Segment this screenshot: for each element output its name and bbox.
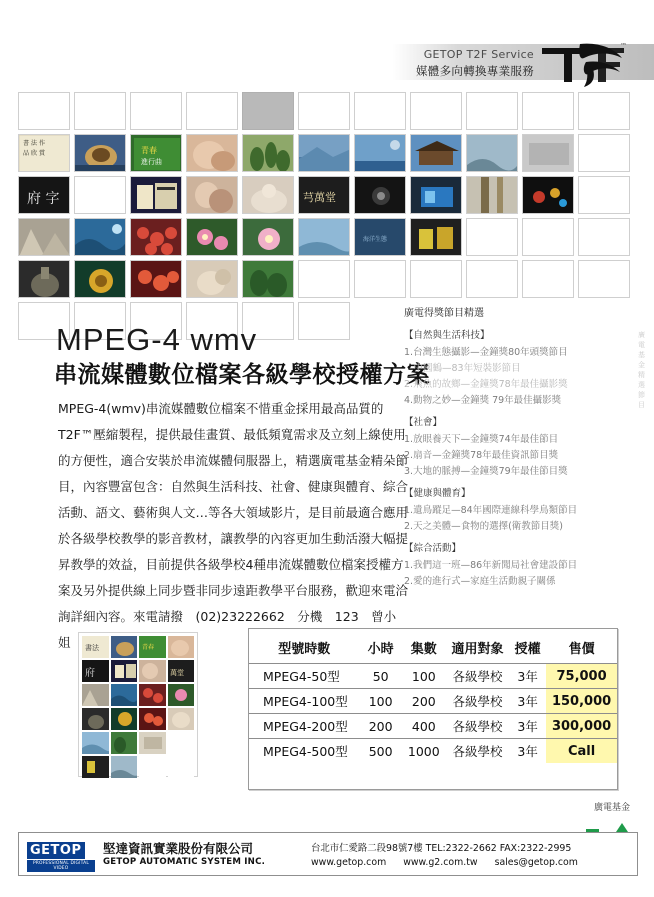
- thumb-cell: [522, 260, 574, 298]
- awards-group-title: 【自然與生活科技】: [404, 330, 490, 341]
- thumb-cell: [18, 176, 70, 214]
- right-edge-strip-text: 廣 電 基 金 精 選 節 目: [638, 331, 645, 409]
- thumb-cell: [74, 176, 126, 214]
- thumb-cell: [242, 176, 294, 214]
- awards-item: 2.天之美體—食物的選擇(衛教節目獎): [404, 521, 563, 532]
- mosaic-cell: [111, 708, 138, 730]
- cell-hours: 200: [360, 714, 402, 739]
- svg-text:萬堂: 萬堂: [169, 669, 184, 677]
- column-header: 售價: [568, 641, 595, 657]
- thumb-cell: [186, 260, 238, 298]
- awards-group-title: 【綜合活動】: [404, 543, 462, 554]
- thumb-cell: [186, 134, 238, 172]
- cell-license: 3年: [509, 689, 546, 714]
- thumb-cell: [242, 260, 294, 298]
- mosaic-cell: [168, 636, 195, 658]
- company-links: [311, 857, 592, 868]
- body-paragraph: MPEG-4(wmv)串流媒體數位檔案不惜重金採用最高品質的T2F™壓縮製程，提供最佳畫質、最低頻寬需求及立刻上線使用的方便性，適合安裝於串流媒體伺服器上，精選廣電基金精朵節目，內容豐富包含：自然與生活科技、社會、健康與體育、綜合活動、語文、藝術與人文…等各大領域影片，是目前最適合應用於各級學校教學的影音教材，讓教學的內容更加生動活潑大幅提昇教學的效益，目前提供各級學校4種串流媒體數位檔案授權方案及另外提供線上同步暨非同步遠距教學平台服務，歡迎來電洽詢詳細內容。來電請撥 (02)23222662 分機 123 曾小姐: [58, 401, 409, 650]
- awards-item: 中國鶴—83年短裝影節目: [404, 363, 521, 374]
- thumb-row: [18, 134, 634, 176]
- thumb-cell: [354, 176, 406, 214]
- cell-hours: 50: [360, 664, 402, 689]
- cell-episodes: 400: [402, 714, 446, 739]
- thumb-cell: [354, 218, 406, 256]
- awards-item: 3.大地的脈搏—金鐘獎79年最佳節目獎: [404, 466, 568, 477]
- thumb-cell: [18, 218, 70, 256]
- column-header: 適用對象: [451, 641, 504, 657]
- thumbnail-mosaic: [78, 632, 198, 777]
- mosaic-cell: [82, 756, 109, 778]
- mosaic-cell: [139, 708, 166, 730]
- pricing-table-grid: [249, 629, 617, 763]
- thumb-cell: [522, 92, 574, 130]
- website-link-2[interactable]: www.g2.com.tw: [403, 857, 478, 868]
- awards-item: 2.扇音—金鐘獎78年最佳資訊節目獎: [404, 450, 559, 461]
- svg-text:府: 府: [85, 668, 95, 679]
- cell-license: 3年: [509, 714, 546, 739]
- cell-hours: 500: [360, 739, 402, 764]
- mosaic-row: [81, 731, 195, 755]
- awards-item: 1.我們這一班—86年新聞局社會建設節目: [404, 560, 578, 571]
- mosaic-cell: [111, 756, 138, 778]
- thumb-cell: [298, 218, 350, 256]
- thumb-row: [18, 218, 634, 260]
- thumb-cell: [18, 92, 70, 130]
- table-row: [249, 739, 617, 764]
- table-header-row: [249, 629, 617, 664]
- cell-episodes: 200: [402, 689, 446, 714]
- cell-model: MPEG4-50型: [249, 664, 360, 689]
- svg-text:進行曲: 進行曲: [141, 158, 162, 166]
- thumb-cell: [298, 92, 350, 130]
- thumb-cell: [410, 176, 462, 214]
- mosaic-cell: [82, 660, 109, 682]
- column-header: 型號時數: [278, 641, 331, 657]
- cell-episodes: 100: [402, 664, 446, 689]
- mosaic-row: [81, 683, 195, 707]
- mosaic-cell: [82, 732, 109, 754]
- thumb-cell: [578, 176, 630, 214]
- thumb-cell: [242, 218, 294, 256]
- getop-brand: GETOP: [27, 842, 85, 859]
- thumb-cell: [578, 218, 630, 256]
- thumb-cell: [186, 218, 238, 256]
- cell-target: 各級學校: [446, 664, 509, 689]
- thumb-cell: [130, 218, 182, 256]
- thumb-cell: [466, 92, 518, 130]
- thumb-cell: [298, 302, 350, 340]
- thumb-cell: [410, 134, 462, 172]
- mosaic-row: [81, 659, 195, 683]
- thumb-cell: [578, 260, 630, 298]
- mosaic-cell: [111, 636, 138, 658]
- mosaic-cell: [82, 636, 109, 658]
- cell-model: MPEG4-500型: [249, 739, 360, 764]
- awards-item: 2.愛的進行式—家庭生活動親子關係: [404, 576, 556, 587]
- thumb-cell: [74, 260, 126, 298]
- cell-model: MPEG4-100型: [249, 689, 360, 714]
- svg-text:府 字: 府 字: [27, 191, 60, 207]
- header-service-en: GETOP T2F Service: [423, 48, 534, 61]
- thumb-cell: [74, 134, 126, 172]
- cell-price: 300,000: [546, 714, 617, 739]
- thumb-cell: [298, 260, 350, 298]
- thumb-cell: [186, 176, 238, 214]
- cell-price: Call: [546, 739, 617, 764]
- svg-text:青春: 青春: [142, 644, 155, 651]
- svg-text:青春: 青春: [141, 146, 157, 155]
- mosaic-cell: [139, 636, 166, 658]
- thumb-row: [18, 260, 634, 302]
- footer-bar: [18, 832, 638, 876]
- mosaic-cell: [139, 660, 166, 682]
- mosaic-row: [81, 707, 195, 731]
- thumb-cell: [18, 260, 70, 298]
- column-header: 授權: [514, 641, 541, 657]
- mosaic-cell: [111, 732, 138, 754]
- awards-item: 1.台灣生態攝影—金鐘獎80年頭獎節目: [404, 347, 568, 358]
- page-title: MPEG-4 wmv: [56, 322, 258, 357]
- svg-text:海洋生態: 海洋生態: [363, 236, 388, 243]
- gtv-label: 廣電基金: [593, 803, 630, 813]
- cell-price: 75,000: [546, 664, 617, 689]
- thumb-cell: [354, 92, 406, 130]
- cell-license: 3年: [509, 739, 546, 764]
- cell-target: 各級學校: [446, 739, 509, 764]
- awards-item: 1.放眼養天下—金鐘獎74年最佳節目: [404, 434, 559, 445]
- cell-hours: 100: [360, 689, 402, 714]
- svg-text:芎萬堂: 芎萬堂: [303, 191, 336, 204]
- mosaic-cell: [111, 660, 138, 682]
- thumb-cell: [242, 134, 294, 172]
- thumb-cell: [298, 176, 350, 214]
- mosaic-cell: [168, 708, 195, 730]
- thumb-cell: [522, 218, 574, 256]
- thumb-cell: [130, 134, 182, 172]
- thumb-cell: [466, 176, 518, 214]
- thumb-cell: [410, 218, 462, 256]
- svg-text:法: 法: [31, 140, 38, 147]
- cell-model: MPEG4-200型: [249, 714, 360, 739]
- awards-list: [404, 306, 634, 590]
- thumb-cell: [578, 92, 630, 130]
- table-row: [249, 689, 617, 714]
- mosaic-cell: [168, 684, 195, 706]
- table-row: [249, 664, 617, 689]
- mosaic-cell: [139, 684, 166, 706]
- thumb-cell: [242, 92, 294, 130]
- awards-item: 4.動物之妙—金鐘獎 79年最佳攝影獎: [404, 395, 562, 406]
- mosaic-cell: [139, 756, 166, 778]
- thumb-cell: [130, 92, 182, 130]
- mosaic-row: [81, 635, 195, 659]
- column-header: 集數: [410, 641, 437, 657]
- column-header: 小時: [367, 641, 394, 657]
- thumb-cell: [18, 134, 70, 172]
- thumb-cell: [74, 92, 126, 130]
- mosaic-cell: [139, 732, 166, 754]
- thumb-cell: [74, 218, 126, 256]
- thumb-cell: [578, 134, 630, 172]
- awards-item: 1.遺鳥蹤足—84年國際連線科學鳥類節目: [404, 505, 578, 516]
- mosaic-cell: [82, 708, 109, 730]
- mosaic-row: [81, 755, 195, 779]
- awards-item: 2.飛魚的故鄉—金鐘獎78年最佳攝影獎: [404, 379, 568, 390]
- svg-text:賞: 賞: [39, 150, 46, 157]
- thumb-cell: [130, 176, 182, 214]
- company-address: 台北市仁愛路二段98號7樓 TEL:2322-2662 FAX:2322-2995: [311, 843, 572, 854]
- company-name-cn: 堅達資訊實業股份有限公司: [103, 841, 254, 856]
- thumb-cell: [522, 134, 574, 172]
- svg-text:書: 書: [23, 140, 30, 147]
- getop-logo: [27, 839, 95, 872]
- email-link[interactable]: sales@getop.com: [494, 857, 578, 868]
- mosaic-cell: [111, 684, 138, 706]
- awards-group-title: 【社會】: [404, 417, 443, 428]
- table-row: [249, 714, 617, 739]
- header-text-block: [416, 48, 534, 78]
- thumb-cell: [522, 176, 574, 214]
- top-white-band: [0, 0, 654, 44]
- thumb-cell: [186, 92, 238, 130]
- trademark-symbol: ™: [620, 42, 627, 50]
- mosaic-cell: [82, 684, 109, 706]
- t2f-logo-icon: [536, 42, 626, 88]
- thumb-cell: [354, 260, 406, 298]
- thumb-row: [18, 92, 634, 134]
- thumb-cell: [354, 134, 406, 172]
- cell-price: 150,000: [546, 689, 617, 714]
- cell-license: 3年: [509, 664, 546, 689]
- cell-episodes: 1000: [402, 739, 446, 764]
- company-name-en: GETOP AUTOMATIC SYSTEM INC.: [103, 857, 266, 867]
- svg-text:品: 品: [23, 150, 30, 157]
- website-link-1[interactable]: www.getop.com: [311, 857, 387, 868]
- cell-target: 各級學校: [446, 714, 509, 739]
- thumb-cell: [130, 260, 182, 298]
- awards-group-title: 【健康與體育】: [404, 488, 471, 499]
- header-service-cn: 媒體多向轉換專業服務: [416, 63, 534, 78]
- svg-text:書法: 書法: [85, 644, 99, 652]
- thumb-cell: [410, 92, 462, 130]
- page-subtitle: 串流媒體數位檔案各級學校授權方案: [54, 362, 430, 388]
- getop-brand-sub: PROFESSIONAL DIGITAL VIDEO: [27, 860, 95, 872]
- pricing-table: [248, 628, 618, 790]
- t2f-logo: [536, 42, 626, 88]
- cell-target: 各級學校: [446, 689, 509, 714]
- awards-heading: 廣電得獎節目精選: [404, 308, 484, 319]
- thumb-cell: [298, 134, 350, 172]
- thumb-cell: [466, 134, 518, 172]
- thumb-cell: [466, 218, 518, 256]
- mosaic-cell: [168, 732, 195, 754]
- svg-text:作: 作: [39, 140, 46, 147]
- thumb-cell: [466, 260, 518, 298]
- mosaic-cell: [168, 756, 195, 778]
- thumb-cell: [410, 260, 462, 298]
- thumb-row: [18, 176, 634, 218]
- svg-text:欣: 欣: [31, 150, 38, 157]
- mosaic-cell: [168, 660, 195, 682]
